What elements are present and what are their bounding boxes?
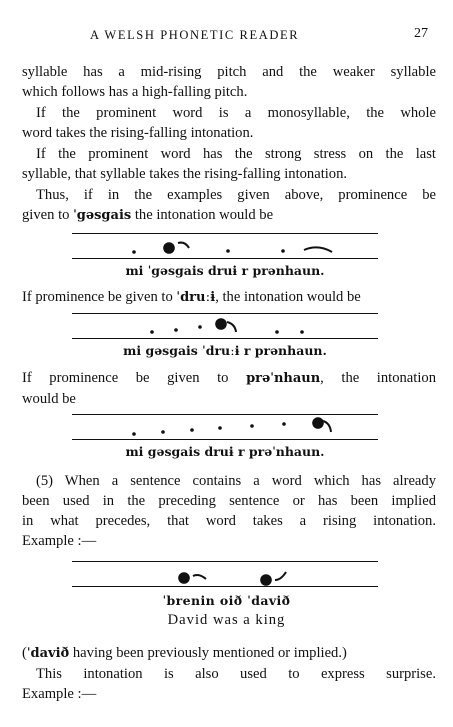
pitch-marks [72, 230, 378, 260]
paragraph-1 [22, 62, 436, 102]
intonation-diagram-1 [72, 230, 378, 282]
phonetic-transcription: mi gəsgais ˈdruːɨ r prənhaun. [123, 343, 327, 358]
pitch-marks [72, 310, 378, 340]
text-line [22, 287, 436, 308]
intonation-diagram-2 [72, 310, 378, 362]
text-line: Thus, if in the examples given above, prominence be [36, 187, 436, 203]
phonetic-transcription: mi ˈgəsgais druɨ r prənhaun. [125, 263, 325, 278]
text-line [22, 643, 436, 664]
text-line: would be [22, 391, 76, 407]
running-title: A WELSH PHONETIC READER [90, 28, 300, 42]
paragraph-5 [22, 287, 436, 308]
text-line: syllable, that syllable takes the rising-falling intonation. [22, 166, 348, 182]
phonetic-word: ˈgəsgais [73, 208, 132, 223]
text-line: This intonation is also used to express surprise. [36, 666, 436, 682]
intonation-diagram-4 [72, 558, 378, 592]
text-line: If the prominent word is a monosyllable, the whole [36, 105, 436, 121]
text-run: , the intonation [320, 370, 436, 386]
text-line: (5) When a sentence contains a word which has already [36, 473, 436, 489]
pitch-marks [72, 558, 378, 588]
page-number: 27 [414, 26, 428, 41]
text-line: which follows has a high-falling pitch. [22, 84, 248, 100]
text-run: having been previously mentioned or implied.) [69, 645, 347, 661]
pitch-marks [72, 411, 378, 441]
phonetic-word: prəˈnhaun [246, 371, 321, 386]
phonetic-transcription: mi gəsgais druɨ r prəˈnhaun. [125, 444, 325, 459]
paragraph-8 [22, 643, 436, 704]
text-line: Example :— [22, 533, 97, 549]
text-run: given to [22, 207, 74, 223]
paragraph-3 [22, 144, 436, 184]
running-header [0, 20, 453, 44]
text-line [22, 205, 436, 226]
phonetic-word: ˈdavið [26, 646, 70, 661]
text-run: the intonation would be [131, 207, 274, 223]
paragraph-2 [22, 103, 436, 143]
phonetic-word: ˈdruːɨ [176, 290, 216, 305]
phonetic-transcription: ˈbrenin oið ˈdavið [162, 593, 291, 608]
text-line: Example :— [22, 686, 97, 702]
text-line: If the prominent word has the strong stress on the last [36, 146, 436, 162]
paragraph-7 [22, 471, 436, 551]
text-line [22, 368, 436, 389]
paragraph-4 [22, 185, 436, 226]
paragraph-6 [22, 368, 436, 409]
text-run: If prominence be given to [22, 289, 177, 305]
text-line: word takes the rising-falling intonation. [22, 125, 254, 141]
text-run: , the intonation would be [215, 289, 361, 305]
english-gloss: David was a king [167, 612, 286, 628]
text-line: been used in the preceding sentence or has been implied [22, 493, 436, 509]
intonation-diagram-3 [72, 411, 378, 463]
text-line: syllable has a mid-rising pitch and the weaker syllable [22, 64, 436, 80]
text-run: ( [22, 645, 27, 661]
text-line: in what precedes, that word takes a rising intonation. [22, 513, 436, 529]
text-run: If prominence be given to [22, 370, 247, 386]
